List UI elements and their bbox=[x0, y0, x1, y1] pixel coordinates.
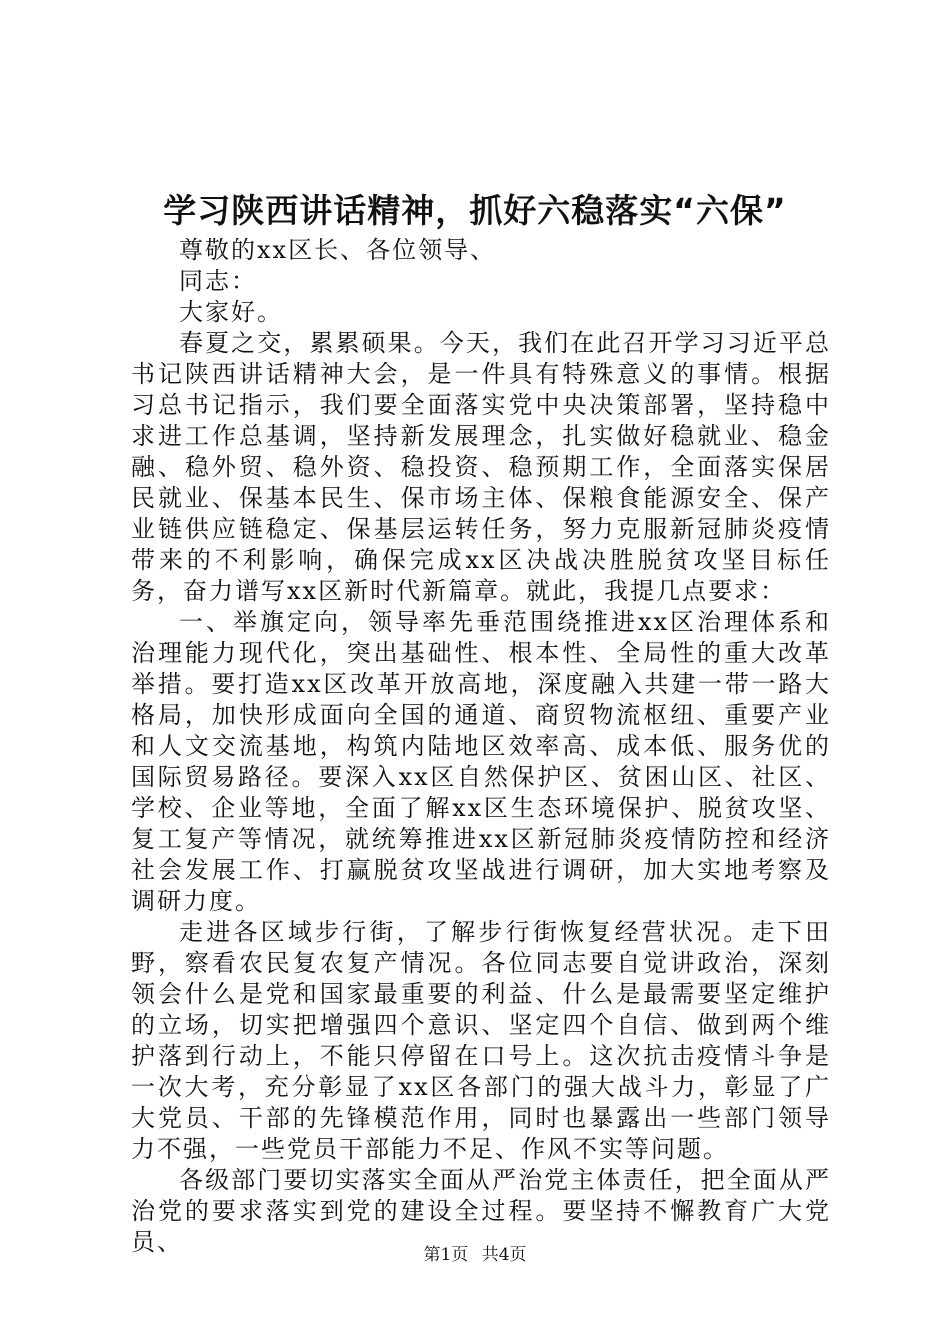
page-total: 共4页 bbox=[481, 1245, 527, 1265]
paragraph-street-visit: 走进各区域步行街，了解步行街恢复经营状况。走下田野，察看农民复农复产情况。各位同志要自觉讲政治，深刻领会什么是党和国家最重要的利益、什么是最需要坚定维护的立场，切实把增强四个意识、坚定四个自信、做到两个维护落到行动上，不能只停留在口号上。这次抗击疫情斗争是一次大考，充分彰显了xx区各部门的强大战斗力，彰显了广大党员、干部的先锋模范作用，同时也暴露出一些部门领导力不强，一些党员干部能力不足、作风不实等问题。 bbox=[131, 918, 831, 1163]
page-footer bbox=[0, 1244, 950, 1266]
paragraph-point-one: 一、举旗定向，领导率先垂范围绕推进xx区治理体系和治理能力现代化，突出基础性、根本性、全局性的重大改革举措。要打造xx区改革开放高地，深度融入共建一带一路大格局，加快形成面向全国的通道、商贸物流枢纽、重要产业和人文交流基地，构筑内陆地区效率高、成本低、服务优的国际贸易路径。要深入xx区自然保护区、贫困山区、社区、学校、企业等地，全面了解xx区生态环境保护、脱贫攻坚、复工复产等情况，就统筹推进xx区新冠肺炎疫情防控和经济社会发展工作、打赢脱贫攻坚战进行调研，加大实地考察及调研力度。 bbox=[131, 608, 831, 915]
paragraph-party-discipline: 各级部门要切实落实全面从严治党主体责任，把全面从严治党的要求落实到党的建设全过程。要坚持不懈教育广大党员、 bbox=[131, 1166, 831, 1256]
salutation-line-1: 尊敬的xx区长、各位领导、 bbox=[179, 236, 497, 264]
document-body bbox=[131, 235, 831, 1258]
salutation-line-2: 同志： bbox=[179, 267, 257, 295]
greeting: 大家好。 bbox=[179, 298, 283, 326]
paragraph-intro: 春夏之交，累累硕果。今天，我们在此召开学习习近平总书记陕西讲话精神大会，是一件具有特殊意义的事情。根据习总书记指示，我们要全面落实党中央决策部署，坚持稳中求进工作总基调，坚持新发展理念，扎实做好稳就业、稳金融、稳外贸、稳外资、稳投资、稳预期工作，全面落实保居民就业、保基本民生、保市场主体、保粮食能源安全、保产业链供应链稳定、保基层运转任务，努力克服新冠肺炎疫情带来的不利影响，确保完成xx区决战决胜脱贫攻坚目标任务，奋力谱写xx区新时代新篇章。就此，我提几点要求： bbox=[131, 329, 831, 605]
page-number: 第1页 bbox=[423, 1245, 469, 1265]
document-title: 学习陕西讲话精神，抓好六稳落实“六保” bbox=[163, 191, 787, 230]
